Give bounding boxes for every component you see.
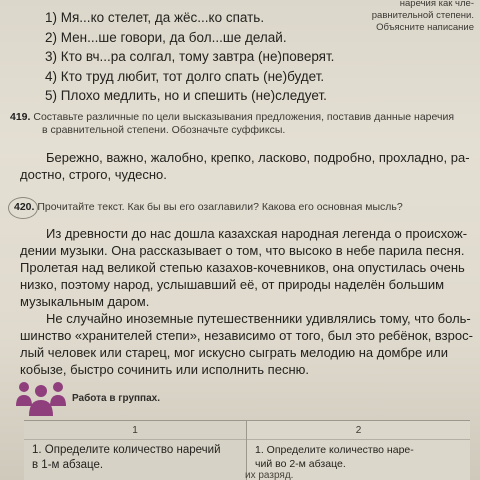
- exercise-419-words: Бережно, важно, жалобно, крепко, ласково, подробно, прохладно, ра- достно, строго, чудесно.: [20, 150, 470, 182]
- column-header: 2: [355, 425, 362, 436]
- exercise-420-paragraph-2: Не случайно иноземные путешественники удивлялись тому, что боль- шинство «хранителей степи», независимо от того, был это ребёнок, взрос- лый человек или старец, мог искусно сыграть мелодию на домбре или кобызе, быстро сочинить или исполнить песню.: [20, 311, 473, 377]
- exercise-420-instruction: 420. Прочитайте текст. Как бы вы его озаглавили? Какова его основная мысль?: [14, 201, 403, 213]
- table-cell: 1. Определите количество наре- чий во 2-м абзаце.: [255, 444, 414, 470]
- exercise-420-paragraph-1: Из древности до нас дошла казахская народная легенда о происхож- дении музыки. Она рассказывает о том, что высоко в небе парила песня. Пролетая над великой степью казахов-кочевников, она опустилась очень низко, поэтому народ, услышавший её, от природы наделён большим музыкальным даром.: [20, 226, 468, 309]
- top-text-fragment: наречия как чле- равнительной степени. Объясните написание: [371, 0, 474, 33]
- divider: [247, 439, 470, 440]
- table-cell: 1. Определите количество наречий в 1-м абзаце.: [32, 444, 221, 471]
- divider: [24, 439, 246, 440]
- list-item: 2) Мен...ше говори, да бол...ше делай.: [45, 29, 287, 45]
- exercise-419-instruction: 419. Составьте различные по цели высказывания предложения, поставив данные наречия в сравнительной степени. Обозначьте суффиксы.: [10, 111, 455, 136]
- proverb-list: [45, 8, 334, 106]
- exercise-number: 420.: [14, 201, 35, 213]
- list-item: 1) Мя...ко стелет, да жёс...ко спать.: [45, 10, 265, 25]
- list-item: 4) Кто труд любит, тот долго спать (не)будет.: [45, 68, 325, 84]
- group-people-icon: [14, 378, 68, 418]
- table-column-1: [24, 421, 247, 480]
- list-item: 5) Плохо медлить, но и спешить (не)следует.: [45, 88, 327, 103]
- exercise-number: 419.: [10, 111, 31, 123]
- bottom-text-fragment: их разряд.: [245, 470, 294, 480]
- column-header: 1: [132, 425, 138, 436]
- group-work-label: Работа в группах.: [72, 393, 160, 404]
- list-item: 3) Кто вч...ра солгал, тому завтра (не)поверят.: [45, 49, 335, 64]
